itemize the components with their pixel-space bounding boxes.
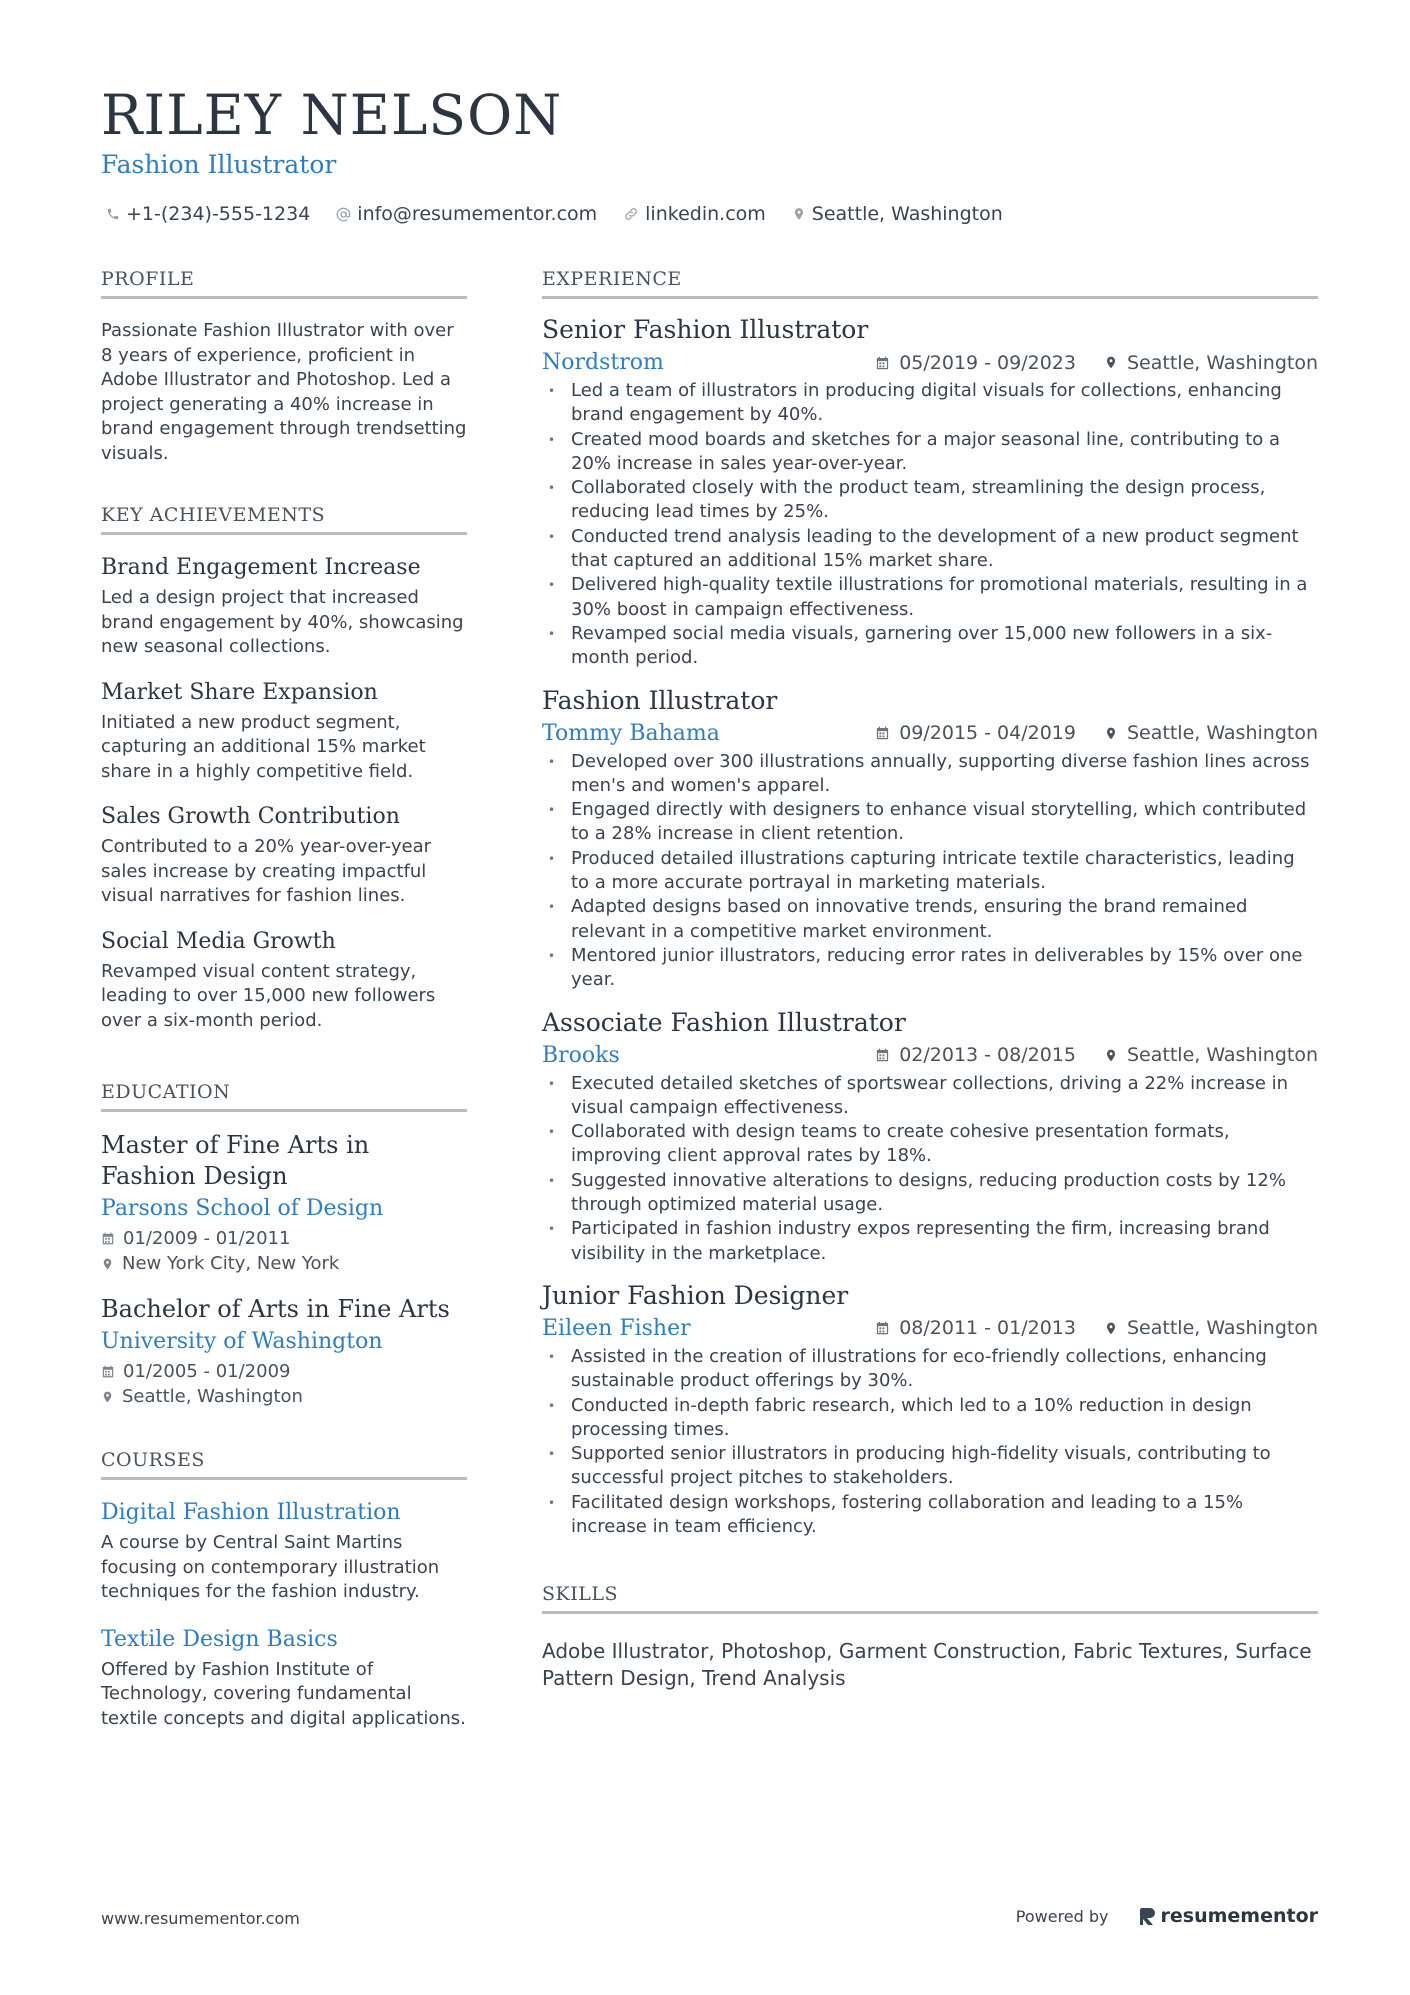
job-meta-row [542,1312,1318,1345]
achievements-section [101,504,467,1033]
education-dates-text: 01/2005 - 01/2009 [123,1361,291,1382]
education-item [101,1130,467,1276]
job-meta-row [542,346,1318,379]
job-entry [542,1007,1318,1266]
list-item: • Produced detailed illustrations capturing intricate textile characteristics, leading to a more accurate portrayal in marketing materials. [542,847,1318,896]
phone-text: +1-(234)-555-1234 [126,203,311,225]
resumementor-logo-icon [1139,1906,1157,1926]
job-dates-text: 08/2011 - 01/2013 [899,1317,1076,1340]
course-text: Offered by Fashion Institute of Technology, covering fundamental textile concepts and digital applications. [101,1658,466,1729]
job-location [1104,1044,1318,1066]
list-item: • Executed detailed sketches of sportswear collections, driving a 22% increase in visual campaign effectiveness. [542,1072,1318,1121]
job-entry [542,314,1318,671]
achievement-item [101,927,467,1034]
profile-section [101,268,467,466]
achievement-text: Contributed to a 20% year-over-year sales increase by creating impactful visual narratives for fashion lines. [101,836,431,906]
education-dates-text: 01/2009 - 01/2011 [123,1228,291,1249]
education-dates [101,1226,467,1251]
achievement-item [101,553,467,660]
location-text: Seattle, Washington [811,203,1003,225]
course-item [101,1498,467,1605]
education-dates [101,1359,467,1384]
job-title: Fashion Illustrator [542,685,778,715]
candidate-title: Fashion Illustrator [101,150,337,179]
achievement-item [101,802,467,909]
list-item: • Led a team of illustrators in producing digital visuals for collections, enhancing brand engagement by 40%. [542,379,1318,428]
job-company: Nordstrom [542,350,664,375]
education-location-text: New York City, New York [122,1253,340,1274]
education-school: University of Washington [101,1329,383,1354]
at-sign-icon [336,207,351,222]
job-location-text: Seattle, Washington [1127,722,1318,745]
section-heading: PROFILE [101,268,467,299]
achievement-item [101,678,467,785]
contact-location [792,203,1003,225]
job-company: Eileen Fisher [542,1315,691,1341]
calendar-icon [101,1231,115,1246]
phone-icon [106,207,120,221]
job-dates [875,352,1076,374]
job-entry [542,685,1318,993]
job-location [1104,352,1318,374]
course-text: A course by Central Saint Martins focusing on contemporary illustration techniques for the fashion industry. [101,1532,440,1602]
linkedin-text: linkedin.com [645,203,766,225]
achievement-title: Brand Engagement Increase [101,555,421,580]
contact-email[interactable] [336,203,597,225]
section-heading: KEY ACHIEVEMENTS [101,504,467,535]
list-item: • Suggested innovative alterations to designs, reducing production costs by 12% through optimized material usage. [542,1169,1318,1218]
brand-name: resumementor [1160,1905,1318,1927]
contact-phone[interactable] [106,203,310,225]
list-item: • Engaged directly with designers to enhance visual storytelling, which contributed to a 28% increase in client retention. [542,798,1318,847]
list-item: • Conducted in-depth fabric research, which led to a 10% reduction in design processing times. [542,1394,1318,1443]
list-item: • Developed over 300 illustrations annually, supporting diverse fashion lines across men's and women's apparel. [542,750,1318,799]
footer-website[interactable]: www.resumementor.com [101,1909,300,1928]
calendar-icon [101,1364,115,1379]
job-bullets [542,750,1318,993]
location-pin-icon [1104,1047,1118,1064]
job-dates [875,722,1076,744]
calendar-icon [875,1320,890,1336]
job-location-text: Seattle, Washington [1127,1317,1318,1340]
location-pin-icon [1104,354,1118,371]
education-location-text: Seattle, Washington [122,1386,303,1407]
education-section [101,1081,467,1409]
education-location [101,1384,467,1409]
list-item: • Collaborated with design teams to create cohesive presentation formats, improving client approval rates by 18%. [542,1120,1318,1169]
job-bullets [542,379,1318,671]
job-location-text: Seattle, Washington [1127,1044,1318,1067]
list-item: • Facilitated design workshops, fostering collaboration and leading to a 15% increase in team efficiency. [542,1491,1318,1540]
contact-bar [106,200,1029,228]
calendar-icon [875,1047,890,1063]
section-heading: EDUCATION [101,1081,467,1112]
powered-by-label: Powered by [1015,1906,1109,1926]
job-location [1104,722,1318,744]
link-icon [623,206,639,222]
job-dates [875,1044,1076,1066]
list-item: • Delivered high-quality textile illustrations for promotional materials, resulting in a 30% boost in campaign effectiveness. [542,573,1318,622]
courses-section [101,1449,467,1731]
job-location [1104,1317,1318,1339]
location-pin-icon [1104,725,1118,742]
job-bullets [542,1072,1318,1266]
list-item: • Revamped social media visuals, garnering over 15,000 new followers in a six-month period. [542,622,1318,671]
job-company: Tommy Bahama [542,720,720,746]
job-dates-text: 02/2013 - 08/2015 [899,1044,1076,1067]
profile-text: Passionate Fashion Illustrator with over 8 years of experience, proficient in Adobe Illustrator and Photoshop. Led a project generating a 40% increase in brand engagement through trendsetting visuals. [101,320,467,464]
list-item: • Created mood boards and sketches for a major seasonal line, contributing to a 20% increase in sales year-over-year. [542,428,1318,477]
achievement-text: Initiated a new product segment, capturing an additional 15% market share in a highly competitive field. [101,711,426,782]
education-degree: Bachelor of Arts in Fine Arts [101,1295,450,1323]
job-bullets [542,1345,1318,1539]
job-location-text: Seattle, Washington [1127,351,1318,374]
course-title: Textile Design Basics [101,1626,338,1652]
achievement-title: Social Media Growth [101,928,336,954]
location-pin-icon [101,1389,114,1405]
achievement-title: Sales Growth Contribution [101,804,400,829]
skills-section [542,1583,1318,1692]
job-dates [875,1317,1076,1339]
calendar-icon [875,355,890,371]
education-item [101,1294,467,1409]
job-meta-row [542,717,1318,750]
footer-branding [1016,1905,1318,1927]
job-company: Brooks [542,1042,620,1068]
job-title: Associate Fashion Illustrator [542,1007,906,1037]
calendar-icon [875,725,890,741]
list-item: • Assisted in the creation of illustrations for eco-friendly collections, enhancing sustainable product offerings by 30%. [542,1345,1318,1394]
section-heading: SKILLS [542,1583,1318,1614]
course-title: Digital Fashion Illustration [101,1500,401,1525]
list-item: • Collaborated closely with the product team, streamlining the design process, reducing lead times by 25%. [542,476,1318,525]
location-pin-icon [1104,1320,1118,1337]
list-item: • Conducted trend analysis leading to the development of a new product segment that captured an additional 15% market share. [542,525,1318,574]
list-item: • Adapted designs based on innovative trends, ensuring the brand remained relevant in a competitive market environment. [542,895,1318,944]
job-title: Junior Fashion Designer [542,1280,849,1310]
skills-text: Adobe Illustrator, Photoshop, Garment Construction, Fabric Textures, Surface Pattern Design, Trend Analysis [542,1639,1312,1691]
section-heading: EXPERIENCE [542,268,1318,299]
location-pin-icon [792,206,806,222]
job-dates-text: 09/2015 - 04/2019 [899,722,1076,745]
job-dates-text: 05/2019 - 09/2023 [899,351,1076,374]
job-meta-row [542,1039,1318,1072]
achievement-text: Led a design project that increased brand engagement by 40%, showcasing new seasonal collections. [101,587,464,657]
contact-linkedin[interactable] [623,203,766,225]
job-entry [542,1280,1318,1539]
job-title: Senior Fashion Illustrator [542,315,869,344]
course-item [101,1625,467,1732]
achievement-text: Revamped visual content strategy, leading to over 15,000 new followers over a six-month period. [101,960,436,1031]
list-item: • Supported senior illustrators in producing high-fidelity visuals, contributing to successful project pitches to stakeholders. [542,1442,1318,1491]
section-heading: COURSES [101,1449,467,1480]
brand-logo[interactable] [1139,1905,1319,1927]
education-school: Parsons School of Design [101,1196,384,1221]
location-pin-icon [101,1256,114,1272]
list-item: • Participated in fashion industry expos representing the firm, increasing brand visibility in the marketplace. [542,1217,1318,1266]
candidate-name: RILEY NELSON [101,83,563,147]
achievement-title: Market Share Expansion [101,679,378,705]
education-location [101,1251,467,1276]
left-column [101,268,467,1731]
list-item: • Mentored junior illustrators, reducing error rates in deliverables by 15% over one year. [542,944,1318,993]
email-text: info@resumementor.com [357,203,598,225]
experience-section [542,268,1318,1539]
right-column [542,268,1318,1692]
education-degree: Master of Fine Arts in Fashion Design [101,1131,370,1190]
